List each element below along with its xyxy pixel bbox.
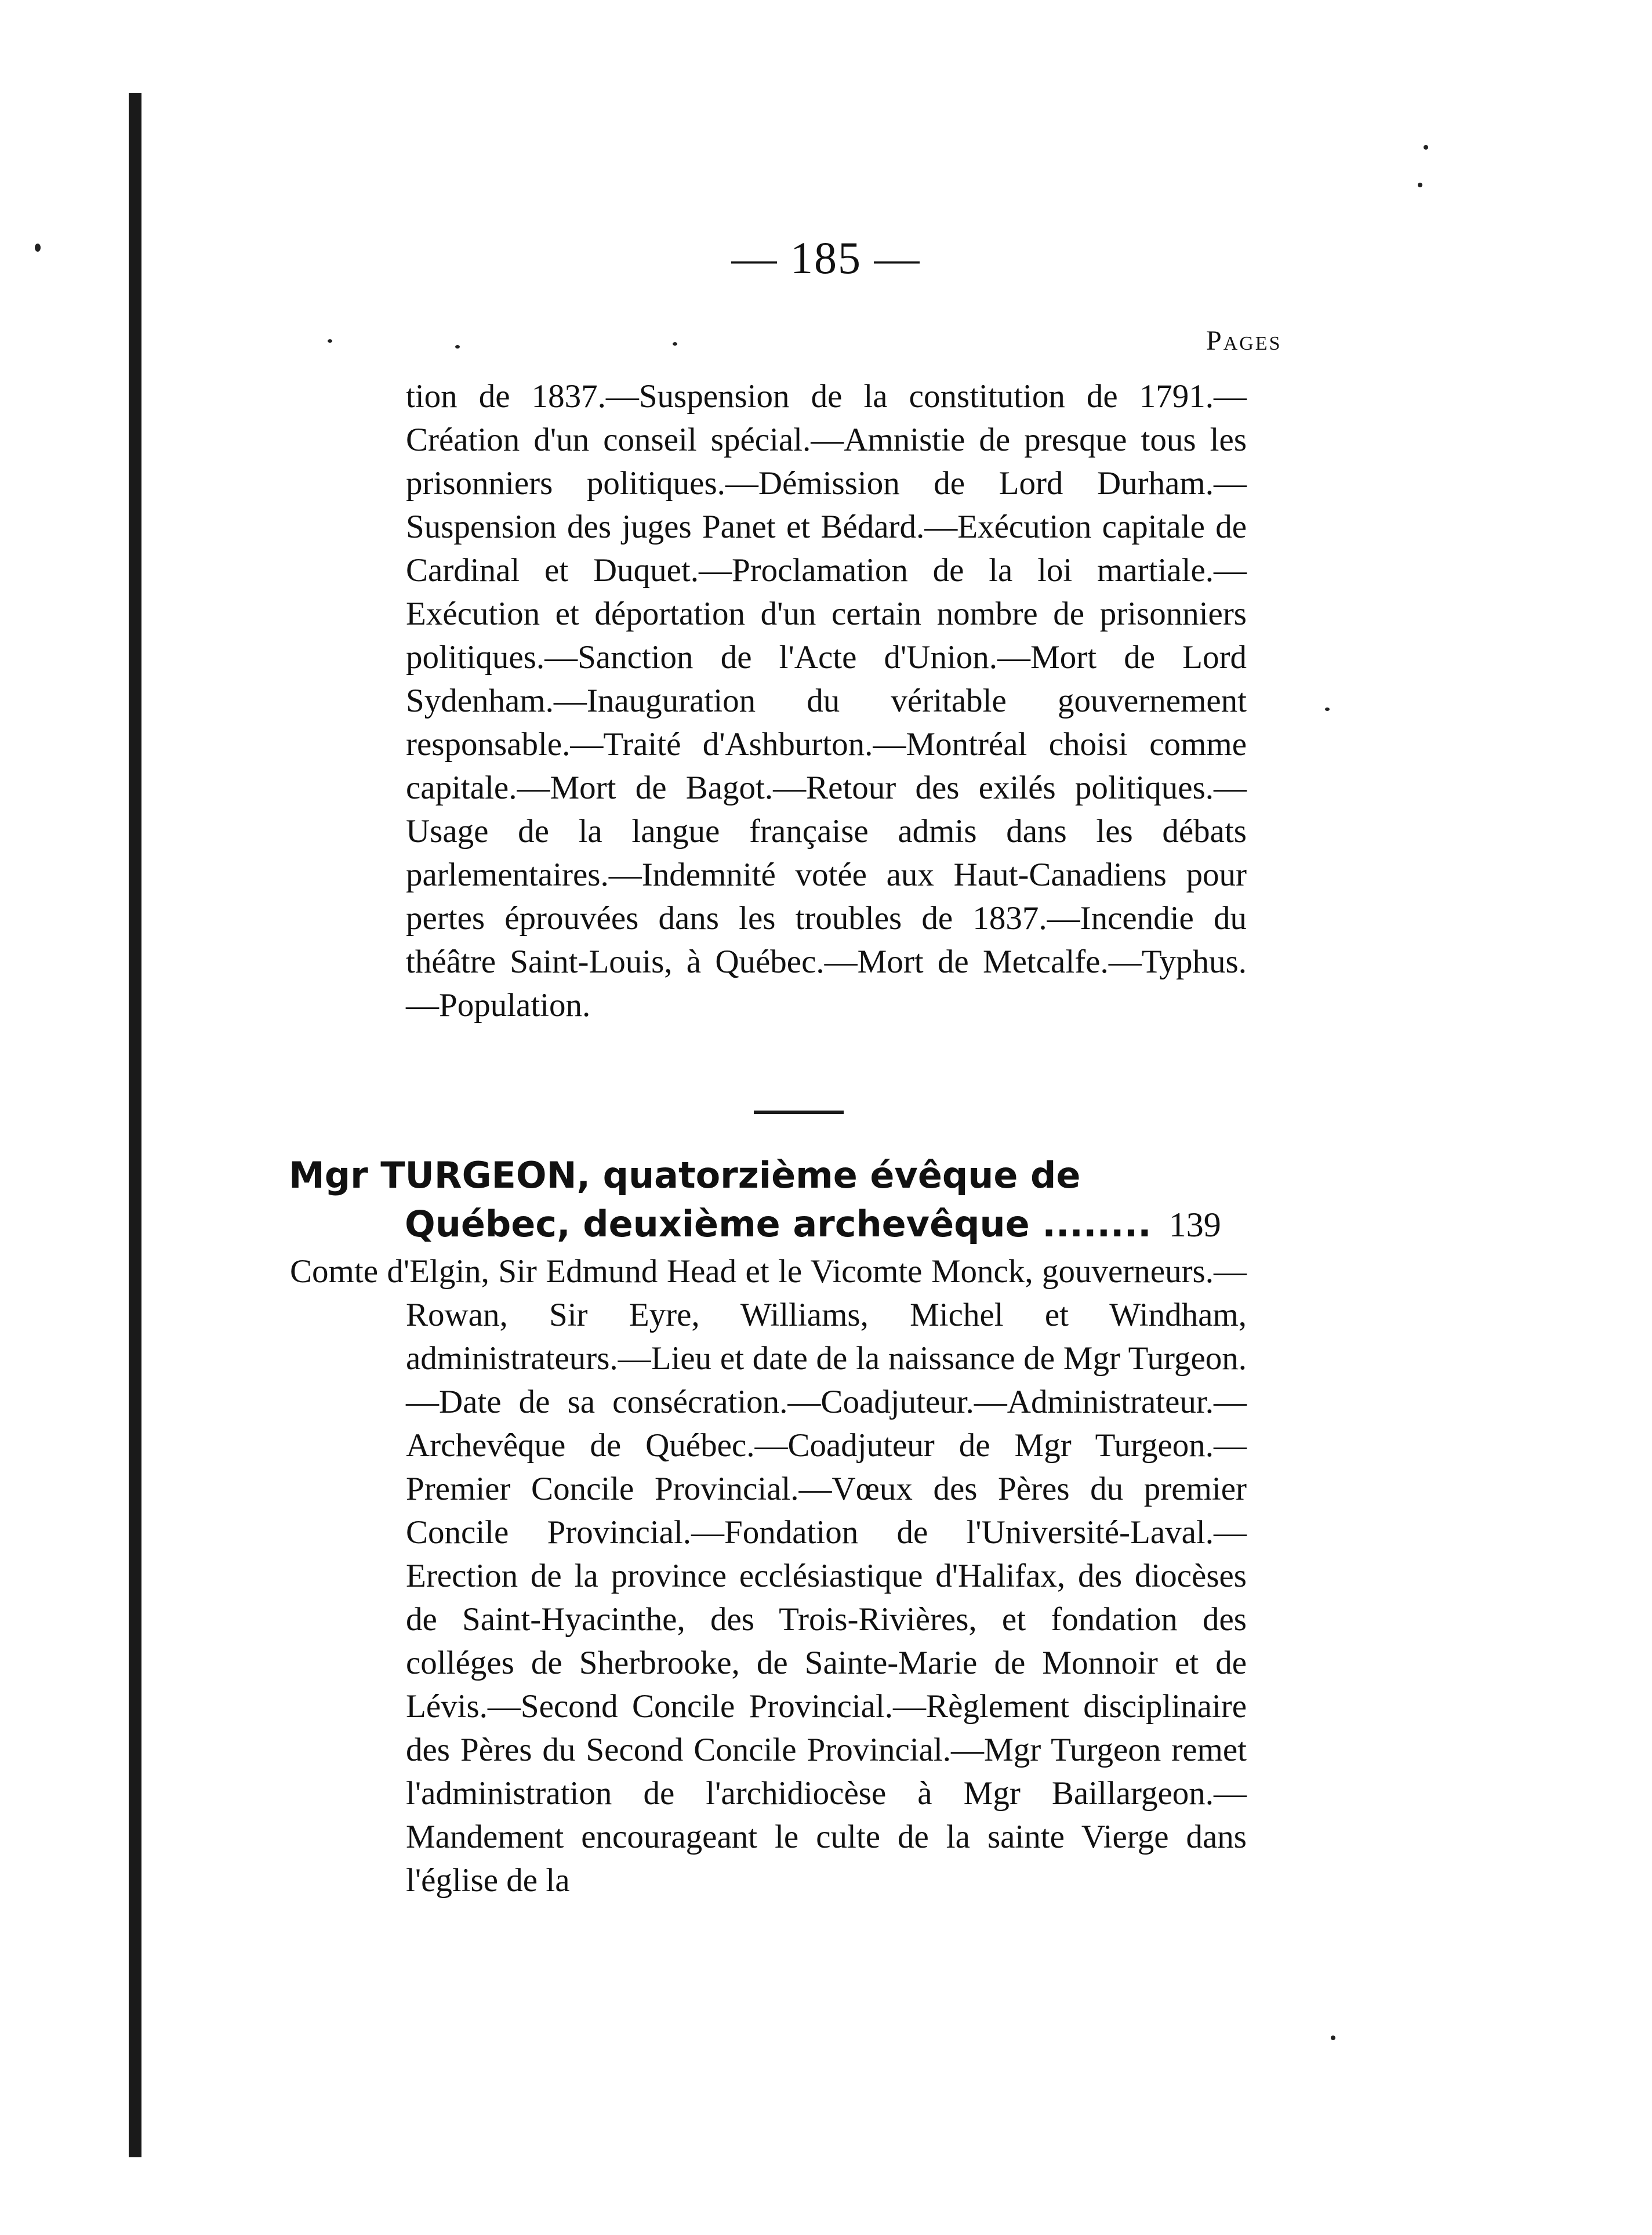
- print-speck: [328, 339, 332, 343]
- print-speck: [1418, 183, 1422, 187]
- continued-chapter-summary: tion de 1837.—Suspension de la constitution de 1791.—Création d'un conseil spécial.—Amnistie de presque tous les prisonniers politiques.—Démission de Lord Durham.—Suspension des juges Panet et Bédard.—Exécution capitale de Cardinal et Duquet.—Proclamation de la loi martiale.—Exécution et déportation d'un certain nombre de prisonniers politiques.—Sanction de l'Acte d'Union.—Mort de Lord Sydenham.—Inauguration du véritable gouvernement responsable.—Traité d'Ashburton.—Montréal choisi comme capitale.—Mort de Bagot.—Retour des exilés politiques.—Usage de la langue française admis dans les débats parlementaires.—Indemnité votée aux Haut-Canadiens pour pertes éprouvées dans les troubles de 1837.—Incendie du théâtre Saint-Louis, à Québec.—Mort de Metcalfe.—Typhus.—Population.: [406, 378, 1247, 1024]
- print-speck: [1424, 145, 1428, 150]
- pages-column-label: Pages: [1206, 325, 1282, 356]
- chapter-page-reference: 139: [1168, 1206, 1221, 1244]
- print-speck: [1325, 707, 1330, 711]
- binding-edge-rule: [129, 93, 141, 2157]
- section-separator: [754, 1111, 844, 1114]
- page-number: — 185 —: [731, 233, 921, 283]
- print-speck: [455, 345, 460, 349]
- print-speck: [1331, 2036, 1335, 2040]
- chapter-heading-line2: [289, 1200, 1367, 1249]
- print-speck: [673, 342, 677, 346]
- chapter-heading-line1: Mgr TURGEON, quatorzième évêque de: [289, 1154, 1081, 1196]
- chapter-heading-line2-text: Québec, deuxième archevêque ........: [405, 1203, 1152, 1245]
- chapter-heading: [289, 1151, 1367, 1249]
- chapter-summary: Comte d'Elgin, Sir Edmund Head et le Vicomte Monck, gouverneurs.—Rowan, Sir Eyre, Williams, Michel et Windham, administrateurs.—Lieu et date de la naissance de Mgr Turgeon.—Date de sa consécration.—Coadjuteur.—Administrateur.— Archevêque de Québec.—Coadjuteur de Mgr Turgeon.—Premier Concile Provincial.—Vœux des Pères du premier Concile Provincial.—Fondation de l'Université-Laval.—Erection de la province ecclésiastique d'Halifax, des diocèses de Saint-Hyacinthe, des Trois-Rivières, et fondation des colléges de Sherbrooke, de Sainte-Marie de Monnoir et de Lévis.—Second Concile Provincial.—Règlement disciplinaire des Pères du Second Concile Provincial.—Mgr Turgeon remet l'administration de l'archidiocèse à Mgr Baillargeon.—Mandement encourageant le culte de la sainte Vierge dans l'église de la: [290, 1253, 1247, 1899]
